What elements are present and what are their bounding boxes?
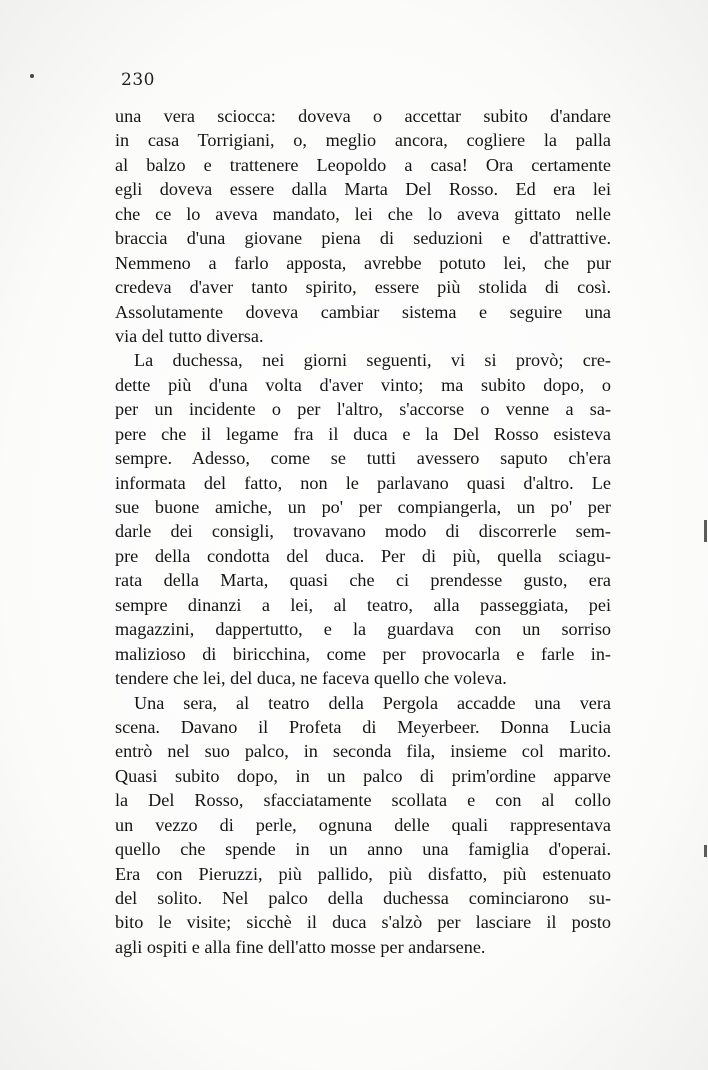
text-line: sempre dinanzi a lei, al teatro, alla passeggiata, pei (115, 594, 611, 615)
text-line: Era con Pieruzzi, più pallido, più disfatto, più estenuato (115, 863, 611, 884)
text-line: Nemmeno a farlo apposta, avrebbe potuto lei, che pur (115, 252, 611, 273)
text-line: sempre. Adesso, come se tutti avessero saputo ch'era (115, 448, 611, 469)
text-line: del solito. Nel palco della duchessa cominciarono su- (115, 888, 611, 908)
text-line: dette più d'una volta d'aver vinto; ma subito dopo, o (115, 374, 611, 395)
text-line: pere che il legame fra il duca e la Del Rosso esisteva (115, 423, 611, 444)
text-line: tendere che lei, del duca, ne faceva quello che voleva. (115, 668, 507, 689)
text-line: quello che spende in un anno una famiglia d'operai. (115, 839, 611, 860)
text-line: informata del fatto, non le parlavano quasi d'altro. Le (115, 472, 611, 493)
text-line: un vezzo di perle, ognuna delle quali rappresentava (115, 814, 611, 835)
text-line: la Del Rosso, sfacciatamente scollata e con al collo (115, 790, 611, 811)
print-speck (30, 74, 34, 78)
text-line: malizioso di biricchina, come per provocarla e farle in- (115, 643, 611, 664)
text-line: bito le visite; sicchè il duca s'alzò per lasciare il posto (115, 912, 611, 933)
text-line: La duchessa, nei giorni seguenti, vi si provò; cre- (134, 350, 611, 371)
text-line: che ce lo aveva mandato, lei che lo aveva gittato nelle (115, 203, 611, 224)
text-line: al balzo e trattenere Leopoldo a casa! Ora certamente (115, 154, 611, 175)
edge-mark (704, 520, 707, 542)
body-text (115, 104, 611, 959)
text-line: in casa Torrigiani, o, meglio ancora, cogliere la palla (115, 130, 611, 151)
text-line: sue buone amiche, un po' per compiangerla, un po' per (115, 497, 611, 517)
text-line: pre della condotta del duca. Per di più, quella sciagu- (115, 545, 611, 566)
text-line: braccia d'una giovane piena di seduzioni e d'attrattive. (115, 228, 611, 249)
text-line: rata della Marta, quasi che ci prendesse gusto, era (115, 570, 611, 591)
text-line: egli doveva essere dalla Marta Del Rosso. Ed era lei (115, 179, 611, 200)
text-line: agli ospiti e alla fine dell'atto mosse per andarsene. (115, 936, 486, 957)
text-line: darle dei consigli, trovavano modo di discorrerle sem- (115, 521, 611, 542)
text-line: una vera sciocca: doveva o accettar subito d'andare (115, 106, 611, 126)
text-line: Assolutamente doveva cambiar sistema e seguire una (115, 301, 611, 322)
text-line: via del tutto diversa. (115, 325, 264, 346)
text-line: scena. Davano il Profeta di Meyerbeer. Donna Lucia (115, 716, 611, 737)
text-line: entrò nel suo palco, in seconda fila, insieme col marito. (115, 741, 611, 762)
page-number: 230 (121, 70, 155, 90)
text-line: magazzini, dappertutto, e la guardava con un sorriso (115, 619, 611, 640)
text-line: Una sera, al teatro della Pergola accadde una vera (134, 692, 611, 713)
text-line: Quasi subito dopo, in un palco di prim'ordine apparve (115, 765, 611, 786)
text-line: credeva d'aver tanto spirito, essere più stolida di così. (115, 277, 611, 298)
text-line: per un incidente o per l'altro, s'accorse o venne a sa- (115, 399, 611, 420)
edge-mark (704, 845, 707, 857)
